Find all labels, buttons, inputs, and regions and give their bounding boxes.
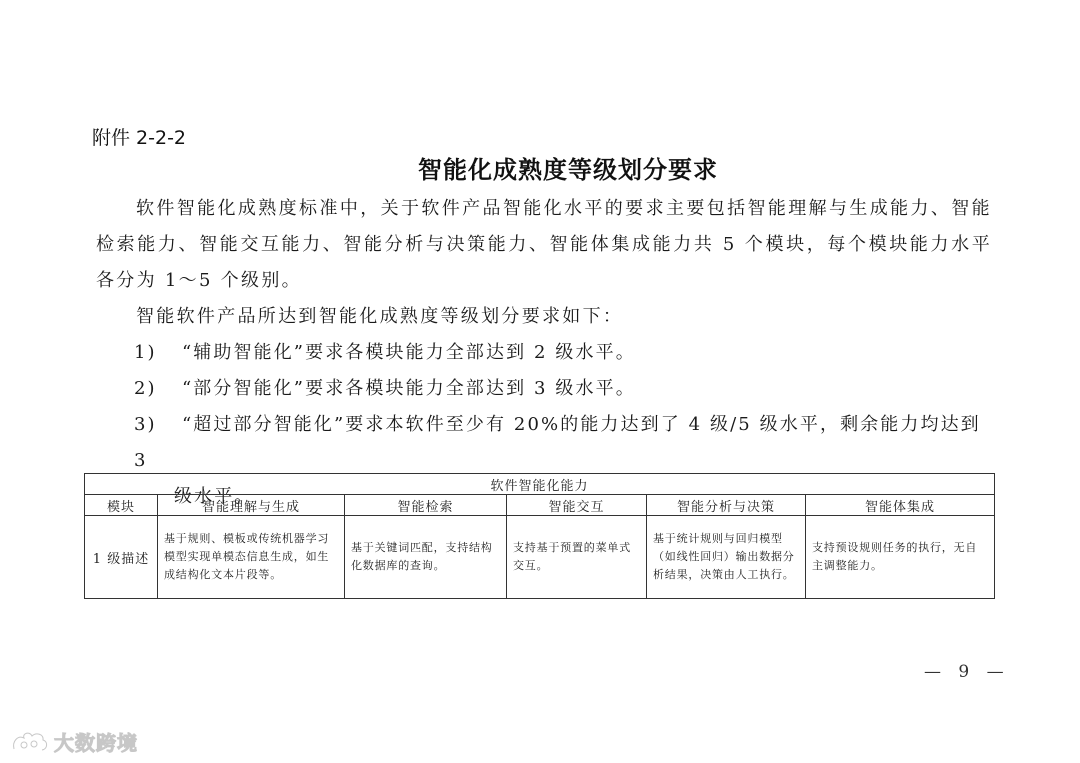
table-cell: 基于规则、模板或传统机器学习模型实现单模态信息生成，如生成结构化文本片段等。: [158, 516, 345, 599]
watermark: [10, 727, 138, 756]
list-item-text: “辅助智能化”要求各模块能力全部达到 2 级水平。: [182, 342, 636, 363]
column-header-understanding: 智能理解与生成: [158, 495, 345, 516]
list-item-text: “部分智能化”要求各模块能力全部达到 3 级水平。: [182, 378, 636, 399]
document-title: 智能化成熟度等级划分要求: [418, 156, 718, 184]
column-header-retrieval: 智能检索: [345, 495, 507, 516]
list-item-number: 2): [134, 378, 157, 399]
column-header-agent: 智能体集成: [806, 495, 995, 516]
brand-logo-icon: [10, 729, 50, 755]
capability-table: [84, 473, 995, 599]
list-item: [134, 335, 636, 371]
list-item: [134, 371, 636, 407]
column-header-module: 模块: [85, 495, 158, 516]
list-item-number: 1): [134, 342, 157, 363]
list-item-number: 3): [134, 414, 157, 435]
page-number: — 9 —: [924, 662, 1010, 682]
row-label: 1 级描述: [85, 516, 158, 599]
table-cell: 支持基于预置的菜单式交互。: [507, 516, 647, 599]
table-cell: 支持预设规则任务的执行，无自主调整能力。: [806, 516, 995, 599]
table-group-header: 软件智能化能力: [85, 474, 995, 495]
intro-paragraph: 软件智能化成熟度标准中，关于软件产品智能化水平的要求主要包括智能理解与生成能力、智能检索能力、智能交互能力、智能分析与决策能力、智能体集成能力共 5 个模块，每个模块能力水平各分为 1～5 个级别。: [96, 198, 992, 291]
table-header-row: [85, 495, 995, 516]
table-group-header-row: [85, 474, 995, 495]
attachment-label: 附件 2-2-2: [92, 127, 187, 149]
column-header-interaction: 智能交互: [507, 495, 647, 516]
requirements-intro: 智能软件产品所达到智能化成熟度等级划分要求如下：: [136, 306, 624, 327]
column-header-analysis: 智能分析与决策: [647, 495, 806, 516]
watermark-text: 大数跨境: [54, 731, 138, 755]
table-cell: 基于统计规则与回归模型（如线性回归）输出数据分析结果，决策由人工执行。: [647, 516, 806, 599]
list-item-continuation: 级水平。: [174, 486, 255, 507]
table-row: [85, 516, 995, 599]
table-cell: 基于关键词匹配，支持结构化数据库的查询。: [345, 516, 507, 599]
list-item-text: “超过部分智能化”要求本软件至少有 20%的能力达到了 4 级/5 级水平，剩余能力均达到 3: [134, 414, 981, 471]
